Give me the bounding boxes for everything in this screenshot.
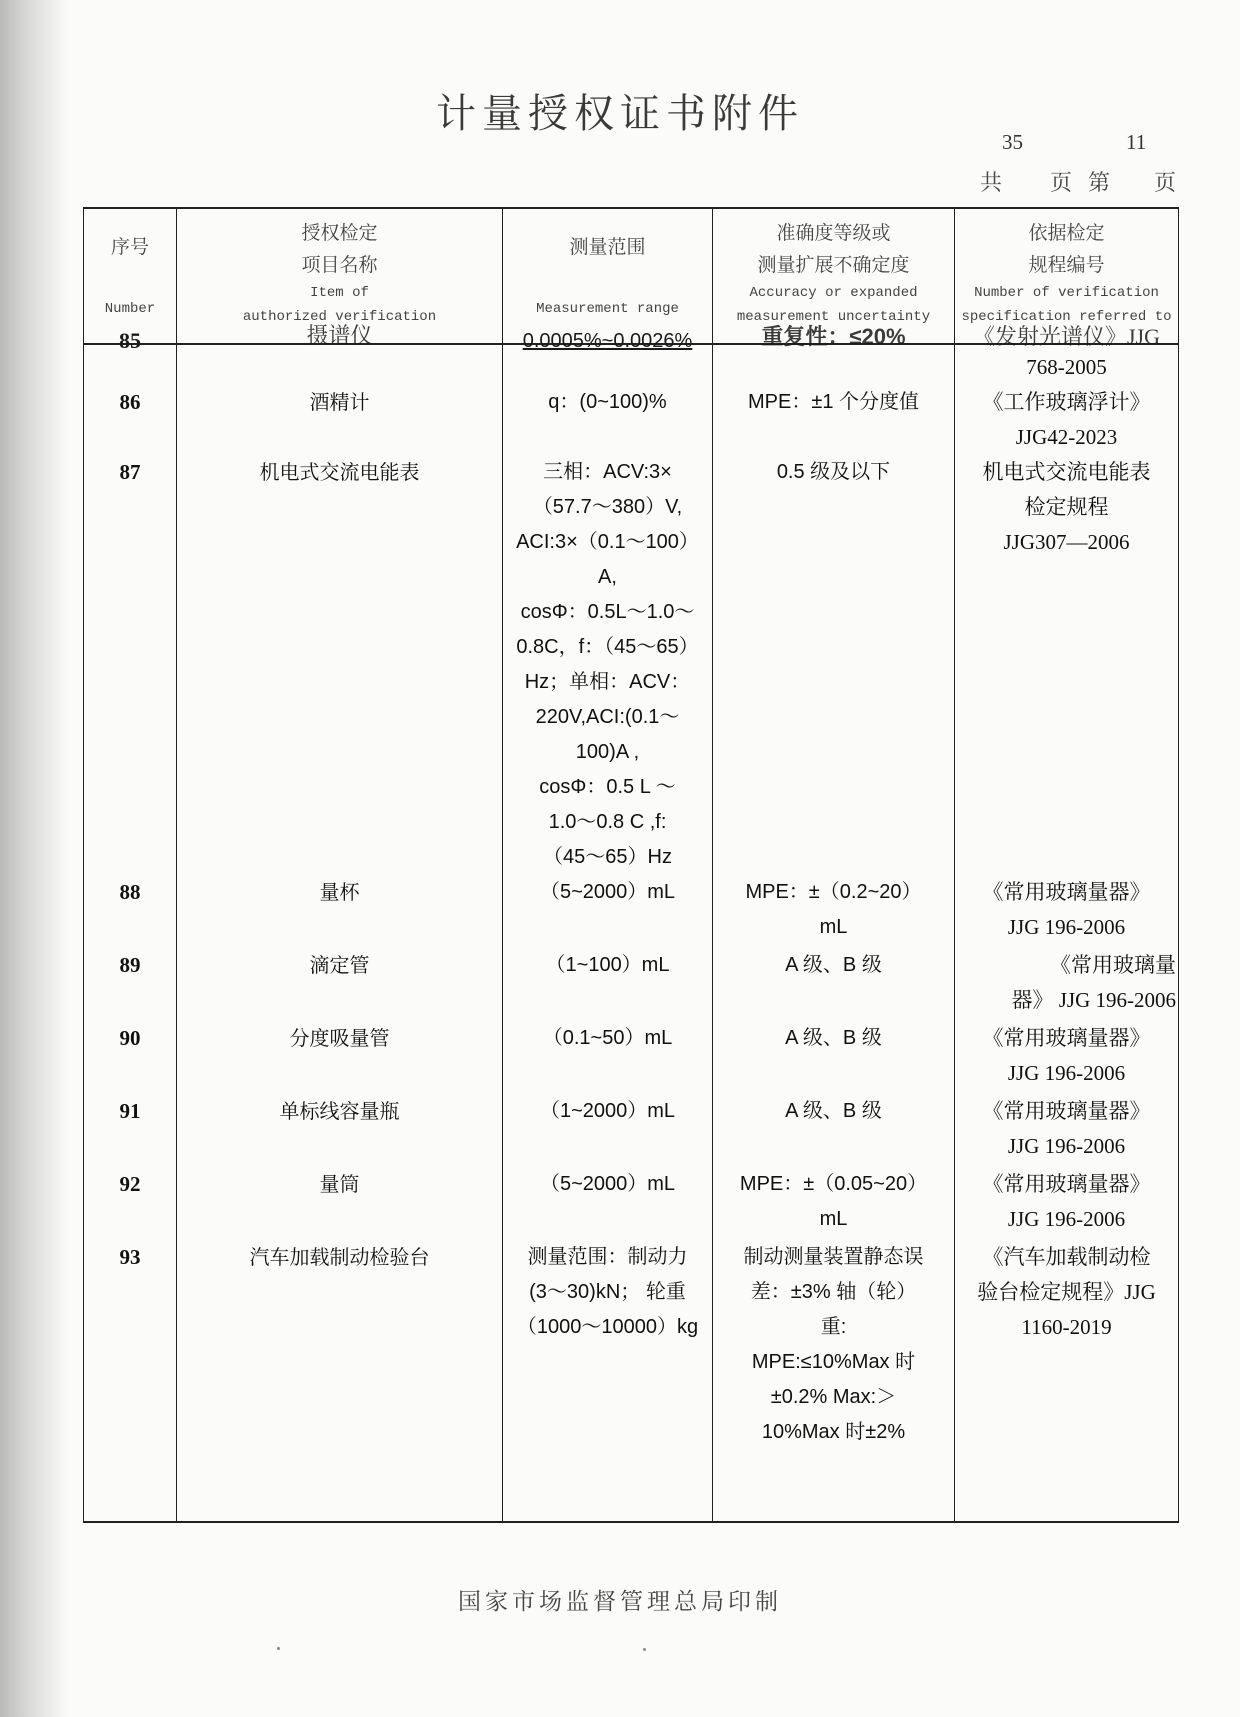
label-page: 页	[1154, 171, 1177, 196]
header-range: 测量范围 Measurement range 0.0005%~0.0026%	[503, 208, 713, 344]
label-page: 页	[1050, 171, 1073, 196]
document-footer: 国家市场监督管理总局印制	[458, 1589, 782, 1615]
row-85-item: 摄谱仪	[306, 324, 373, 349]
column-range: q：(0~100)% 三相：ACV:3× （57.7～380）V, ACI:3×（0.1～100） A, cosΦ：0.5L～1.0～ 0.8C，f：（45～65） Hz；单相：ACV： 220V,ACI:(0.1～ 100)A , cosΦ：0.5 L ～ 1.0～0.8 C ,f: （45～65）Hz （5~2000）mL （1~100）mL （0.1~50）mL （1~2000）mL （5~2000）mL 测量范围：制动力 (3～30)kN； 轮重 （1000～10000）kg	[503, 344, 713, 1522]
column-spec: 768-2005 《工作玻璃浮计》 JJG42-2023 机电式交流电能表 检定规程 JJG307—2006 《常用玻璃量器》 JJG 196-2006 《常用玻璃量 器》 JJG 196-2006 《常用玻璃量器》 JJG 196-2006 《常用玻璃量器》 JJG 196-2006 《常用玻璃量器》 JJG 196-2006 《汽车加载制动检 验台检定规程》JJG 1160-2019	[955, 344, 1179, 1522]
column-number: 86 87 88 89 90 91 92 93	[84, 344, 177, 1522]
document-title: 计量授权证书附件	[436, 91, 804, 137]
header-accuracy: 准确度等级或 测量扩展不确定度 Accuracy or expanded measurement uncertainty 重复性：≤20%	[713, 208, 955, 344]
header-item: 授权检定 项目名称 Item of authorized verification 摄谱仪	[177, 208, 503, 344]
scan-edge-shadow	[0, 0, 70, 1717]
row-85-accuracy: 重复性：≤20%	[761, 324, 906, 349]
total-pages-value: 35	[1002, 130, 1023, 154]
current-page-value: 11	[1126, 130, 1147, 154]
label-total: 共	[980, 171, 1003, 196]
header-number: 序号 Number 85	[84, 208, 177, 344]
table-header-row	[84, 208, 1179, 344]
authorization-table	[83, 207, 1179, 1523]
row-85-number: 85	[119, 328, 141, 353]
row-85-range: 0.0005%~0.0026%	[522, 330, 693, 352]
scan-speck	[277, 1647, 280, 1650]
table-body-row	[84, 344, 1179, 1522]
label-current: 第	[1088, 171, 1111, 196]
column-item: 酒精计 机电式交流电能表 量杯 滴定管 分度吸量管 单标线容量瓶 量筒 汽车加载制动检验台	[177, 344, 503, 1522]
column-accuracy: MPE：±1 个分度值 0.5 级及以下 MPE：±（0.2~20） mL A 级、B 级 A 级、B 级 A 级、B 级 MPE：±（0.05~20） mL 制动测量装置静态误 差：±3% 轴（轮） 重: MPE:≤10%Max 时 ±0.2% Max:＞ 10%Max 时±2%	[713, 344, 955, 1522]
header-spec: 依据检定 规程编号 Number of verification specification referred to 《发射光谱仪》JJG	[955, 208, 1179, 344]
scan-speck	[643, 1648, 646, 1651]
row-85-spec: 《发射光谱仪》JJG	[972, 324, 1160, 349]
